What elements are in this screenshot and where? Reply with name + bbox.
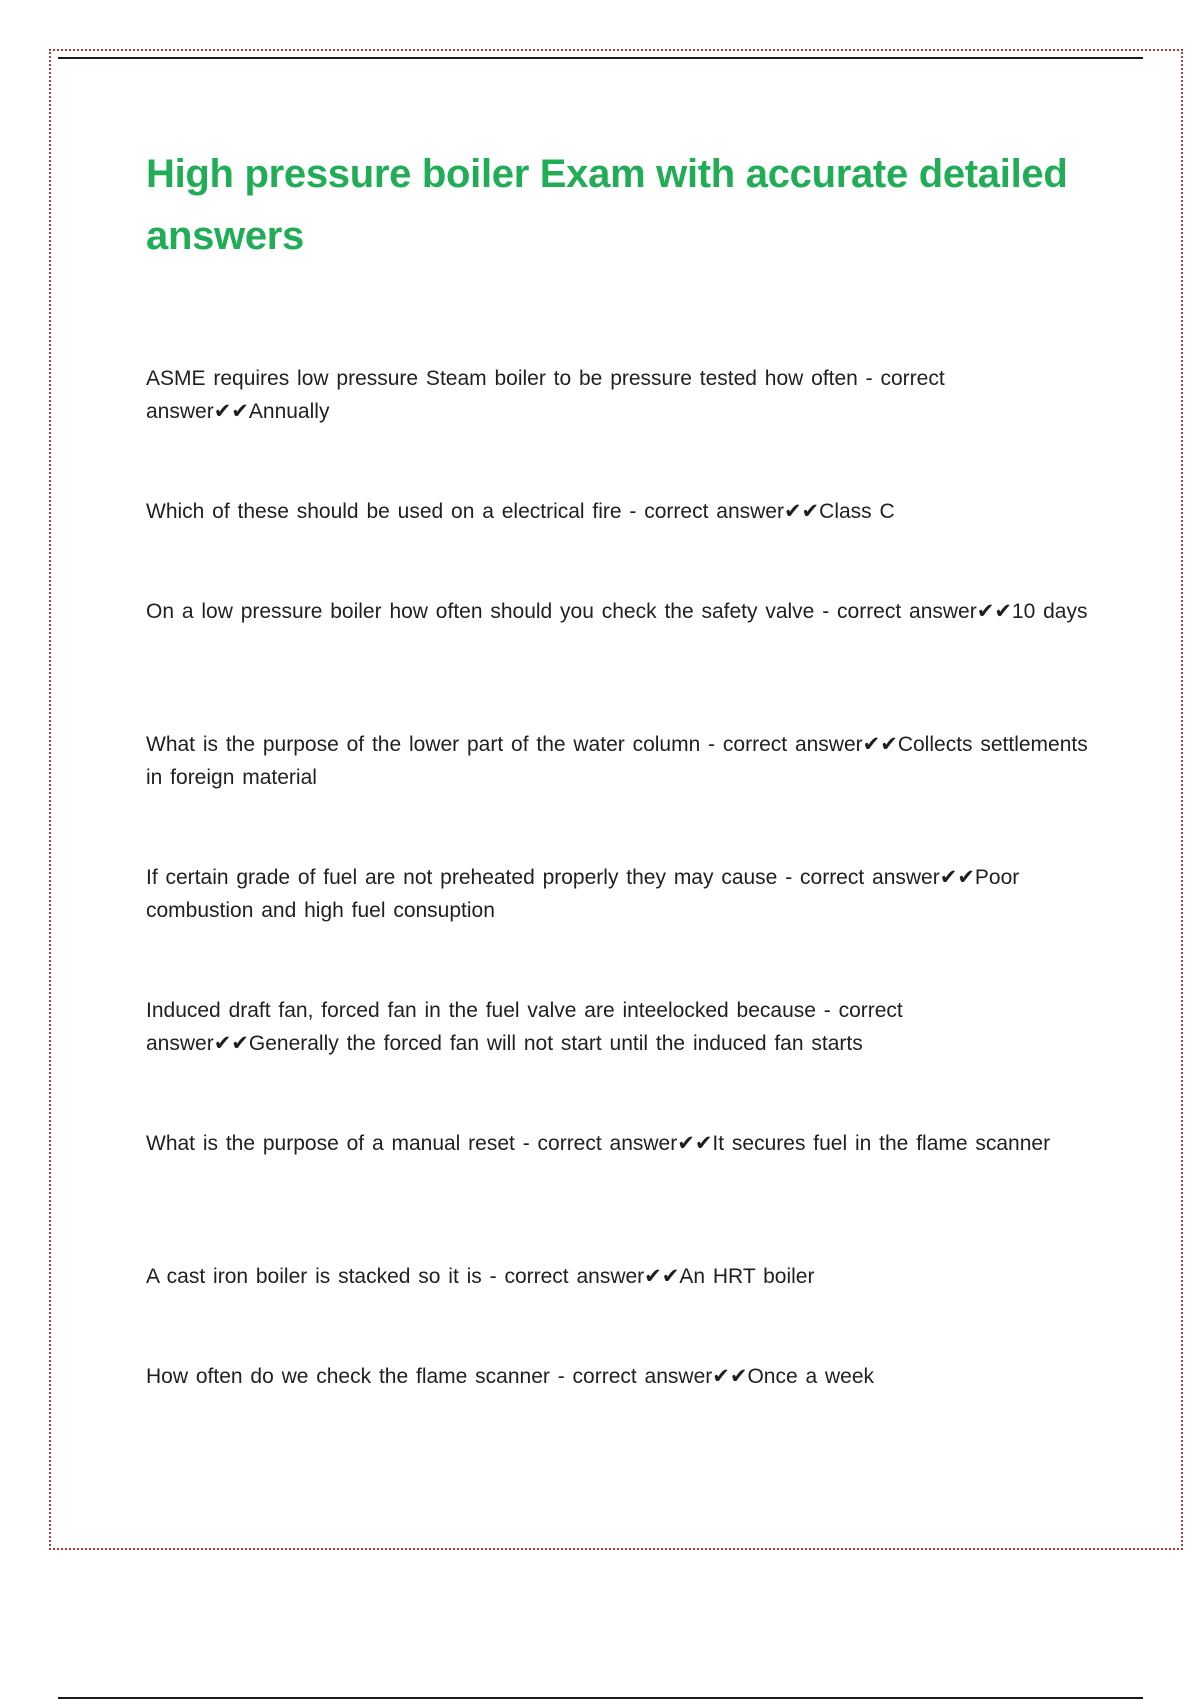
qa-item: A cast iron boiler is stacked so it is - correct answer✔✔An HRT boiler [146, 1265, 815, 1288]
qa-item: On a low pressure boiler how often should you check the safety valve - correct answer✔✔10 days [146, 600, 1088, 623]
bottom-rule [58, 1697, 1143, 1699]
qa-item: If certain grade of fuel are not preheated properly they may cause - correct answer✔✔Poor combustion and high fuel consuption [146, 866, 1020, 922]
qa-item: What is the purpose of the lower part of the water column - correct answer✔✔Collects settlements in foreign material [146, 733, 1088, 789]
qa-item: What is the purpose of a manual reset - correct answer✔✔It secures fuel in the flame scanner [146, 1132, 1051, 1155]
qa-item: ASME requires low pressure Steam boiler to be pressure tested how often - correct answer✔✔Annually [146, 367, 945, 423]
qa-list [146, 362, 1091, 1460]
qa-item: Induced draft fan, forced fan in the fuel valve are inteelocked because - correct answer✔✔Generally the forced fan will not start until the induced fan starts [146, 999, 903, 1055]
page-title: High pressure boiler Exam with accurate detailed answers [146, 152, 1068, 258]
top-rule [58, 57, 1143, 59]
qa-item: How often do we check the flame scanner - correct answer✔✔Once a week [146, 1365, 875, 1388]
qa-item: Which of these should be used on a electrical fire - correct answer✔✔Class C [146, 500, 895, 523]
